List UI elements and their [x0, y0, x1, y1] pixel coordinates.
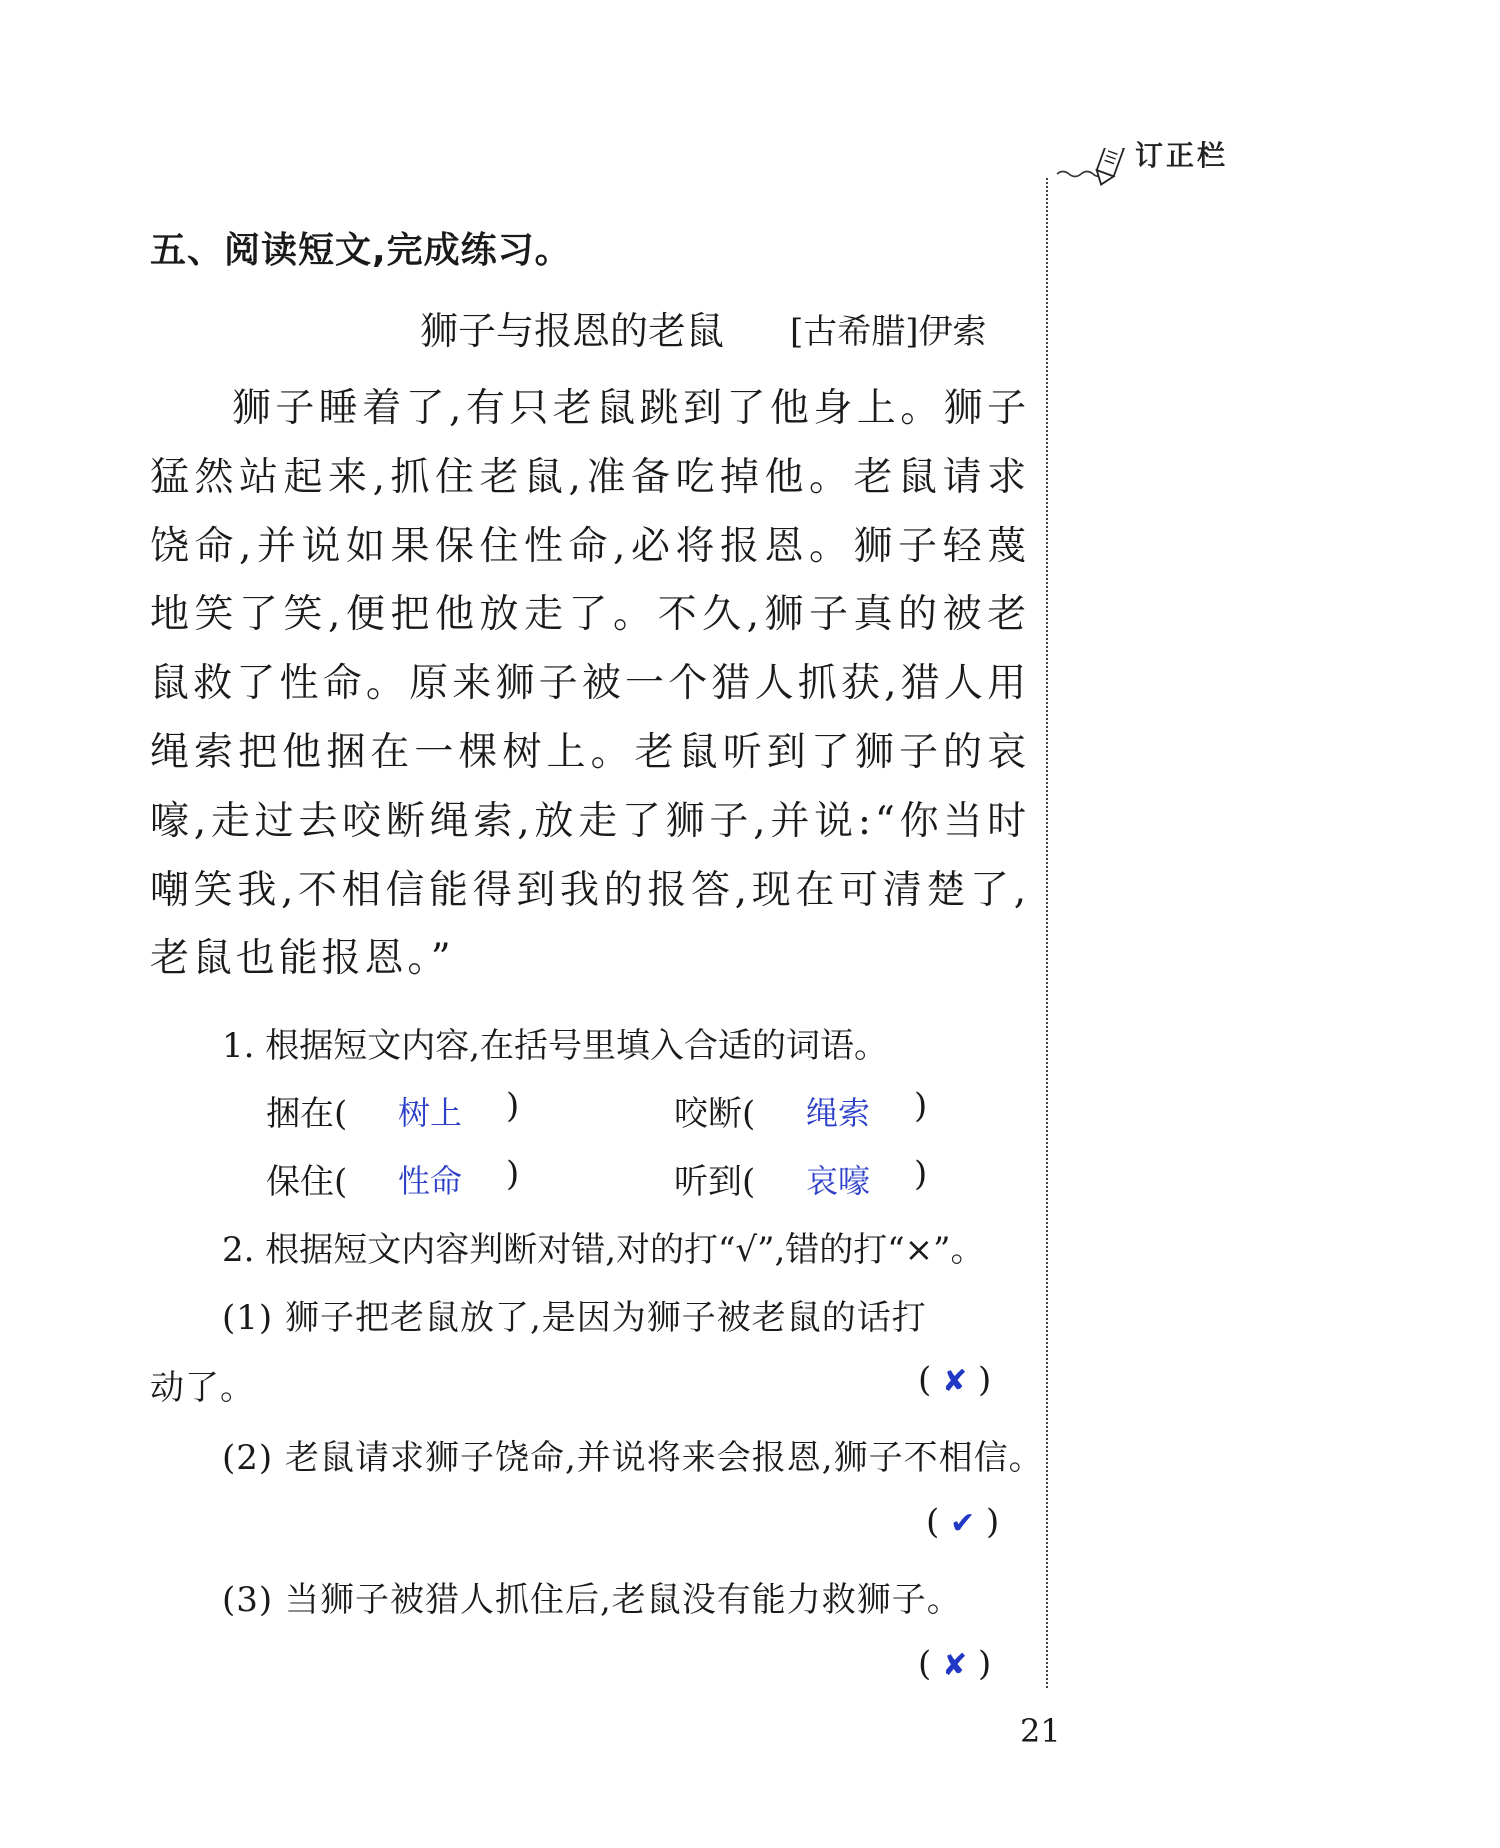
fill-item-4	[674, 1154, 755, 1203]
story-paragraph: 狮子睡着了,有只老鼠跳到了他身上。狮子猛然站起来,抓住老鼠,准备吃掉他。老鼠请求饶命,并说如果保住性命,必将报恩。狮子轻蔑地笑了笑,便把他放走了。不久,狮子真的被老鼠救了性命。原来狮子被一个猎人抓获,猎人用绳索把他捆在一棵树上。老鼠听到了狮子的哀嚎,走过去咬断绳索,放走了狮子,并说:“你当时嘲笑我,不相信能得到我的报答,现在可清楚了,老鼠也能报恩。”	[150, 386, 1030, 982]
fill-item-label: 听到(	[674, 1162, 756, 1202]
section-title: 五、阅读短文,完成练习。	[150, 230, 572, 271]
fill-item-close: )	[914, 1086, 928, 1126]
correction-column-label: 订正栏	[1135, 139, 1229, 172]
fill-item-answer: 绳索	[806, 1094, 871, 1132]
page-number: 21	[1020, 1712, 1061, 1750]
judge-item-1-line1: (1) 狮子把老鼠放了,是因为狮子被老鼠的话打	[222, 1298, 927, 1338]
fill-item-close: )	[914, 1154, 928, 1194]
judge-answer-2: ( ✔ )	[926, 1502, 1000, 1542]
fill-item-label: 保住(	[266, 1162, 348, 1202]
story-author: [古希腊]伊索	[790, 312, 987, 352]
judge-item-2-line1: (2) 老鼠请求狮子饶命,并说将来会报恩,狮子不相信。	[222, 1438, 1044, 1478]
fill-item-close: )	[506, 1154, 520, 1194]
fill-item-label: 捆在(	[266, 1094, 348, 1134]
fill-item-answer: 哀嚎	[806, 1162, 871, 1200]
fill-item-2	[674, 1086, 755, 1135]
cross-mark-icon: ✘	[942, 1364, 968, 1399]
cross-mark-icon: ✘	[942, 1648, 968, 1683]
correction-divider	[1046, 178, 1048, 1688]
fill-item-label: 咬断(	[674, 1094, 756, 1134]
fill-item-1	[266, 1086, 347, 1135]
judge-answer-1: ( ✘ )	[918, 1360, 992, 1400]
question-2-prompt: 2. 根据短文内容判断对错,对的打“√”,错的打“×”。	[222, 1230, 985, 1270]
judge-item-3-line1: (3) 当狮子被猎人抓住后,老鼠没有能力救狮子。	[222, 1580, 962, 1620]
story-title: 狮子与报恩的老鼠	[420, 309, 725, 353]
correction-column-header	[1055, 128, 1255, 178]
fill-item-answer: 性命	[398, 1162, 463, 1200]
judge-item-1-line2: 动了。	[150, 1368, 255, 1408]
judge-answer-3: ( ✘ )	[918, 1644, 992, 1684]
check-mark-icon: ✔	[950, 1506, 976, 1541]
fill-item-3	[266, 1154, 347, 1203]
question-1-prompt: 1. 根据短文内容,在括号里填入合适的词语。	[222, 1026, 889, 1066]
fill-item-answer: 树上	[398, 1094, 463, 1132]
fill-item-close: )	[506, 1086, 520, 1126]
